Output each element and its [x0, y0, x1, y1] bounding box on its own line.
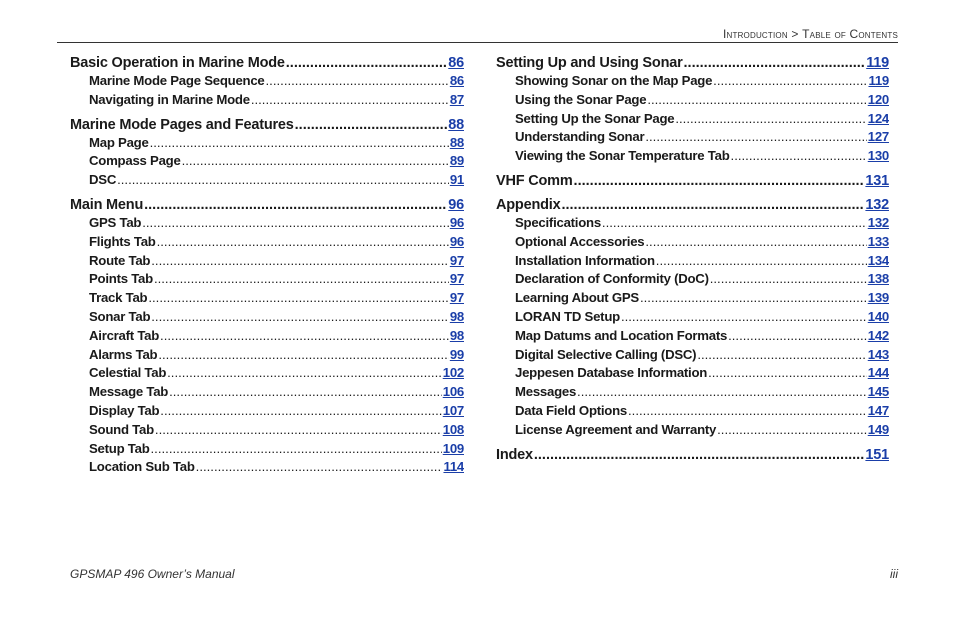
toc-subentry-title: Marine Mode Page Sequence	[89, 73, 265, 88]
toc-section-title: Index	[496, 446, 533, 463]
toc-subentry-title: Viewing the Sonar Temperature Tab	[515, 148, 730, 164]
header-separator: >	[791, 27, 799, 41]
toc-subentry[interactable]	[70, 383, 464, 402]
toc-subentry[interactable]	[70, 440, 464, 459]
toc-section-entry[interactable]	[70, 54, 464, 72]
toc-subentry[interactable]	[496, 147, 889, 166]
toc-section-entry[interactable]	[496, 172, 889, 190]
toc-page-link[interactable]: 102	[442, 365, 464, 381]
toc-column-left	[70, 54, 464, 477]
toc-leader-dots	[710, 270, 867, 289]
footer-manual-title: GPSMAP 496 Owner’s Manual	[70, 567, 235, 581]
toc-page-link[interactable]: 119	[868, 73, 889, 88]
toc-subentry-title: DSC	[89, 172, 117, 188]
toc-subentry[interactable]	[496, 214, 889, 233]
toc-leader-dots	[182, 152, 449, 171]
toc-section-title: VHF Comm	[496, 172, 573, 189]
toc-page-link[interactable]: 119	[866, 55, 889, 71]
toc-leader-dots	[251, 91, 449, 110]
toc-subentry-title: Setup Tab	[89, 440, 150, 456]
toc-subentry[interactable]	[496, 383, 889, 402]
toc-page-link[interactable]: 97	[449, 271, 464, 287]
toc-leader-dots	[675, 110, 866, 129]
toc-subentry-title: Compass Page	[89, 153, 181, 169]
toc-subentry[interactable]	[70, 72, 464, 91]
toc-page-link[interactable]: 107	[442, 402, 464, 418]
toc-page-link[interactable]: 120	[867, 91, 889, 107]
toc-leader-dots	[621, 308, 867, 327]
toc-subentry[interactable]	[70, 458, 464, 477]
toc-subentry[interactable]	[70, 327, 464, 346]
toc-page-link[interactable]: 89	[449, 153, 464, 169]
toc-leader-dots	[117, 171, 449, 190]
toc-page-link[interactable]: 86	[448, 55, 464, 71]
toc-page-link[interactable]: 124	[867, 110, 889, 126]
toc-page-link[interactable]: 114	[443, 459, 464, 475]
toc-subentry[interactable]	[496, 128, 889, 147]
toc-leader-dots	[167, 364, 442, 383]
toc-section-entry[interactable]	[496, 196, 889, 214]
toc-page-link[interactable]: 140	[867, 308, 889, 324]
toc-page-link[interactable]: 96	[449, 233, 464, 249]
footer-page-number: iii	[890, 567, 898, 581]
toc-leader-dots	[169, 383, 442, 402]
toc-page-link[interactable]: 147	[867, 402, 889, 418]
toc-page-link[interactable]: 96	[449, 214, 464, 230]
toc-subentry[interactable]	[70, 364, 464, 383]
toc-subentry-title: Optional Accessories	[515, 233, 645, 249]
toc-leader-dots	[645, 233, 866, 252]
toc-subentry[interactable]	[496, 327, 889, 346]
toc-subentry[interactable]	[70, 252, 464, 271]
toc-subentry[interactable]	[496, 402, 889, 421]
toc-subentry-title: Map Page	[89, 134, 149, 150]
toc-subentry[interactable]	[70, 402, 464, 421]
toc-leader-dots	[148, 289, 448, 308]
toc-leader-dots	[160, 402, 441, 421]
toc-section-entry[interactable]	[496, 54, 889, 72]
toc-subentry[interactable]	[70, 289, 464, 308]
toc-subentry[interactable]	[496, 91, 889, 110]
toc-leader-dots	[266, 72, 449, 91]
toc-page-link[interactable]: 138	[867, 271, 889, 287]
toc-subentry-title: Digital Selective Calling (DSC)	[515, 346, 697, 362]
header-rule	[57, 42, 898, 43]
toc-page-link[interactable]: 131	[865, 172, 889, 189]
toc-page-link[interactable]: 87	[449, 91, 464, 107]
toc-leader-dots	[196, 458, 443, 477]
toc-page-link[interactable]: 127	[867, 129, 889, 145]
toc-page-link[interactable]: 144	[867, 365, 889, 381]
toc-subentry-title: Specifications	[515, 214, 601, 230]
toc-leader-dots	[577, 383, 867, 402]
toc-subentry-title: License Agreement and Warranty	[515, 421, 717, 437]
toc-leader-dots	[684, 54, 866, 72]
toc-leader-dots	[574, 172, 865, 190]
toc-subentry[interactable]	[70, 134, 464, 153]
toc-subentry[interactable]	[496, 72, 889, 91]
toc-subentry[interactable]	[70, 270, 464, 289]
toc-subentry[interactable]	[496, 346, 889, 365]
toc-page-link[interactable]: 134	[867, 252, 889, 268]
toc-subentry-title: Points Tab	[89, 271, 153, 287]
toc-subentry-title: Declaration of Conformity (DoC)	[515, 271, 709, 287]
toc-subentry[interactable]	[496, 270, 889, 289]
toc-subentry[interactable]	[496, 289, 889, 308]
toc-subentry[interactable]	[70, 171, 464, 190]
toc-subentry[interactable]	[70, 91, 464, 110]
toc-subentry-title: Data Field Options	[515, 402, 627, 418]
toc-leader-dots	[160, 327, 449, 346]
toc-page-link[interactable]: 96	[448, 196, 464, 213]
toc-leader-dots	[144, 196, 447, 214]
toc-page-link[interactable]: 151	[865, 446, 889, 463]
header-title: Table of Contents	[802, 27, 898, 41]
toc-leader-dots	[731, 147, 867, 166]
toc-leader-dots	[154, 270, 449, 289]
toc-leader-dots	[155, 421, 442, 440]
toc-subentry-title: Jeppesen Database Information	[515, 365, 708, 381]
toc-leader-dots	[656, 252, 867, 271]
toc-subentry-title: Using the Sonar Page	[515, 91, 647, 107]
toc-leader-dots	[151, 308, 449, 327]
toc-page-link[interactable]: 97	[449, 290, 464, 306]
toc-subentry[interactable]	[496, 233, 889, 252]
toc-page-link[interactable]: 145	[867, 384, 889, 400]
toc-page-link[interactable]: 91	[449, 172, 464, 188]
toc-leader-dots	[157, 233, 449, 252]
toc-subentry-title: Understanding Sonar	[515, 129, 645, 145]
toc-page-link[interactable]: 106	[442, 384, 464, 400]
toc-subentry-title: Route Tab	[89, 252, 151, 268]
toc-leader-dots	[151, 252, 449, 271]
toc-subentry-title: Setting Up the Sonar Page	[515, 110, 675, 126]
toc-leader-dots	[151, 440, 442, 459]
running-header	[723, 27, 898, 41]
toc-section-entry[interactable]	[496, 446, 889, 464]
toc-subentry-title: Showing Sonar on the Map Page	[515, 73, 713, 88]
toc-subentry-title: Message Tab	[89, 384, 169, 400]
toc-subentry[interactable]	[496, 308, 889, 327]
toc-subentry-title: GPS Tab	[89, 214, 142, 230]
toc-subentry-title: Sonar Tab	[89, 308, 151, 324]
toc-leader-dots	[286, 54, 448, 72]
toc-subentry-title: Installation Information	[515, 252, 655, 268]
toc-leader-dots	[647, 91, 866, 110]
toc-section-title: Marine Mode Pages and Features	[70, 116, 294, 133]
toc-leader-dots	[602, 214, 867, 233]
toc-page-link[interactable]: 98	[449, 308, 464, 324]
toc-leader-dots	[717, 421, 867, 440]
toc-subentry-title: Celestial Tab	[89, 365, 167, 381]
toc-page-link[interactable]: 132	[865, 196, 889, 213]
toc-subentry-title: Aircraft Tab	[89, 327, 160, 343]
toc-leader-dots	[150, 134, 449, 153]
toc-page-link[interactable]: 88	[449, 134, 464, 150]
header-section: Introduction	[722, 27, 788, 41]
toc-section-title: Main Menu	[70, 196, 144, 213]
toc-leader-dots	[534, 446, 865, 464]
toc-leader-dots	[708, 364, 867, 383]
toc-page-link[interactable]: 109	[442, 440, 464, 456]
toc-subentry[interactable]	[496, 252, 889, 271]
toc-leader-dots	[645, 128, 866, 147]
toc-section-title: Setting Up and Using Sonar	[496, 55, 683, 71]
toc-page-link[interactable]: 143	[867, 346, 889, 362]
toc-subentry-title: Display Tab	[89, 402, 160, 418]
toc-subentry-title: Flights Tab	[89, 233, 156, 249]
toc-subentry-title: LORAN TD Setup	[515, 308, 620, 324]
toc-leader-dots	[295, 116, 448, 134]
toc-subentry[interactable]	[70, 308, 464, 327]
toc-leader-dots	[697, 346, 866, 365]
toc-page-link[interactable]: 88	[448, 116, 464, 133]
toc-subentry-title: Map Datums and Location Formats	[515, 327, 728, 343]
toc-leader-dots	[713, 72, 867, 91]
toc-leader-dots	[142, 214, 449, 233]
toc-leader-dots	[640, 289, 867, 308]
toc-page-link[interactable]: 139	[867, 290, 889, 306]
toc-leader-dots	[561, 196, 864, 214]
toc-subentry-title: Track Tab	[89, 290, 148, 306]
toc-subentry[interactable]	[70, 152, 464, 171]
toc-subentry[interactable]	[496, 421, 889, 440]
toc-section-title: Basic Operation in Marine Mode	[70, 55, 285, 71]
toc-subentry-title: Messages	[515, 384, 577, 400]
toc-page-link[interactable]: 99	[449, 346, 464, 362]
toc-subentry[interactable]	[70, 346, 464, 365]
toc-subentry-title: Location Sub Tab	[89, 459, 195, 475]
toc-subentry-title: Navigating in Marine Mode	[89, 91, 250, 107]
toc-leader-dots	[628, 402, 867, 421]
toc-page-link[interactable]: 130	[867, 148, 889, 164]
toc-section-entry[interactable]	[70, 116, 464, 134]
toc-subentry-title: Sound Tab	[89, 421, 154, 437]
toc-subentry-title: Alarms Tab	[89, 346, 158, 362]
toc-page-link[interactable]: 133	[867, 233, 889, 249]
toc-subentry[interactable]	[70, 233, 464, 252]
toc-subentry-title: Learning About GPS	[515, 290, 639, 306]
toc-page-link[interactable]: 132	[867, 214, 889, 230]
toc-leader-dots	[158, 346, 448, 365]
toc-page-link[interactable]: 86	[449, 73, 464, 88]
toc-page-link[interactable]: 98	[449, 327, 464, 343]
toc-leader-dots	[728, 327, 867, 346]
toc-section-entry[interactable]	[70, 196, 464, 214]
toc-section-title: Appendix	[496, 196, 561, 213]
toc-column-right	[496, 54, 889, 464]
toc-page-link[interactable]: 108	[442, 421, 464, 437]
toc-subentry[interactable]	[496, 110, 889, 129]
toc-subentry[interactable]	[496, 364, 889, 383]
toc-page-link[interactable]: 142	[867, 327, 889, 343]
toc-page-link[interactable]: 97	[449, 252, 464, 268]
toc-subentry[interactable]	[70, 421, 464, 440]
toc-page-link[interactable]: 149	[867, 421, 889, 437]
toc-subentry[interactable]	[70, 214, 464, 233]
